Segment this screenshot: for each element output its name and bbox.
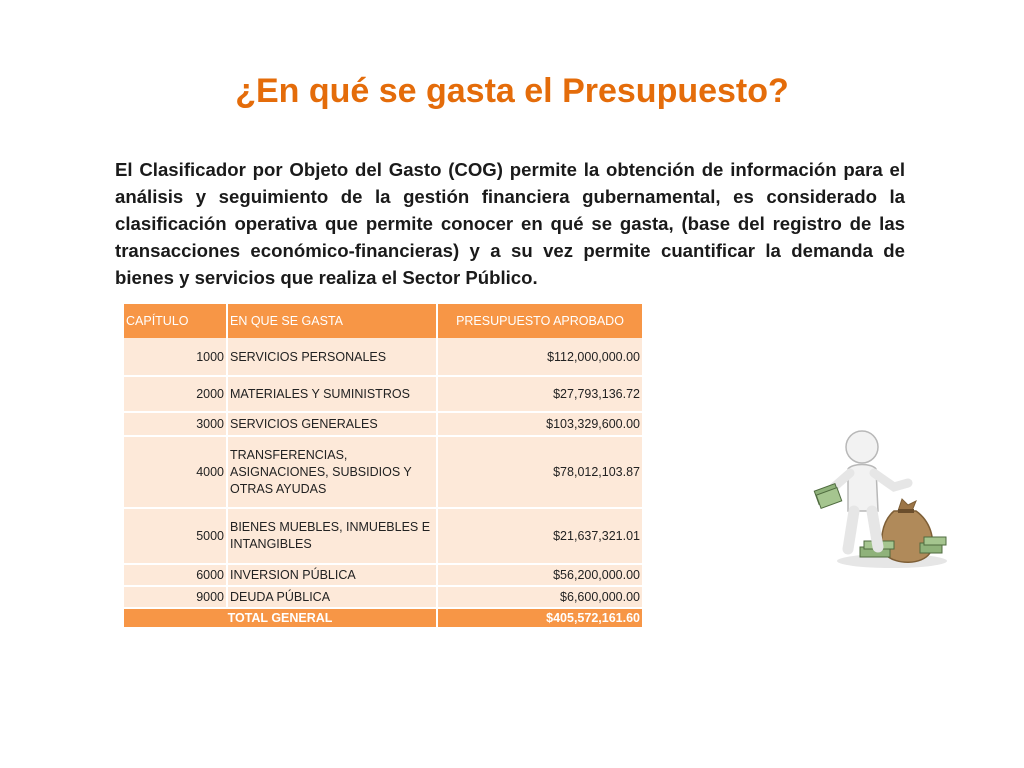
budget-table [124,304,644,627]
cell-monto: $27,793,136.72 [437,376,643,412]
table-row [124,376,643,412]
cell-capitulo: 5000 [124,508,227,564]
cell-monto: $56,200,000.00 [437,564,643,586]
header-presupuesto: PRESUPUESTO APROBADO [437,304,643,338]
cell-concepto: SERVICIOS PERSONALES [227,338,437,376]
header-concepto: EN QUE SE GASTA [227,304,437,338]
cell-monto: $21,637,321.01 [437,508,643,564]
cell-capitulo: 3000 [124,412,227,436]
cell-concepto: TRANSFERENCIAS, ASIGNACIONES, SUBSIDIOS Y OTRAS AYUDAS [227,436,437,508]
cell-concepto: INVERSION PÚBLICA [227,564,437,586]
cell-monto: $112,000,000.00 [437,338,643,376]
total-amount: $405,572,161.60 [437,608,643,627]
cell-capitulo: 6000 [124,564,227,586]
header-capitulo: CAPÍTULO [124,304,227,338]
table-row [124,412,643,436]
cell-capitulo: 1000 [124,338,227,376]
cell-capitulo: 9000 [124,586,227,608]
person-with-money-illustration [812,425,952,575]
cell-concepto: SERVICIOS GENERALES [227,412,437,436]
table-row [124,508,643,564]
page-title: ¿En qué se gasta el Presupuesto? [235,72,789,110]
cell-concepto: MATERIALES Y SUMINISTROS [227,376,437,412]
cell-concepto: DEUDA PÚBLICA [227,586,437,608]
cell-monto: $6,600,000.00 [437,586,643,608]
table-row [124,586,643,608]
table-row [124,338,643,376]
cell-monto: $103,329,600.00 [437,412,643,436]
table-header-row [124,304,643,338]
table-row [124,436,643,508]
cell-capitulo: 4000 [124,436,227,508]
table-row [124,564,643,586]
total-row [124,608,643,627]
cell-concepto: BIENES MUEBLES, INMUEBLES E INTANGIBLES [227,508,437,564]
intro-paragraph: El Clasificador por Objeto del Gasto (COG) permite la obtención de información para el análisis y seguimiento de la gestión financiera gubernamental, es considerado la clasificación operativa que permite conocer en qué se gasta, (base del registro de las transacciones económico-financieras) y a su vez permite cuantificar la demanda de bienes y servicios que realiza el Sector Público. [115,159,905,288]
total-label: TOTAL GENERAL [124,608,437,627]
cell-capitulo: 2000 [124,376,227,412]
cell-monto: $78,012,103.87 [437,436,643,508]
